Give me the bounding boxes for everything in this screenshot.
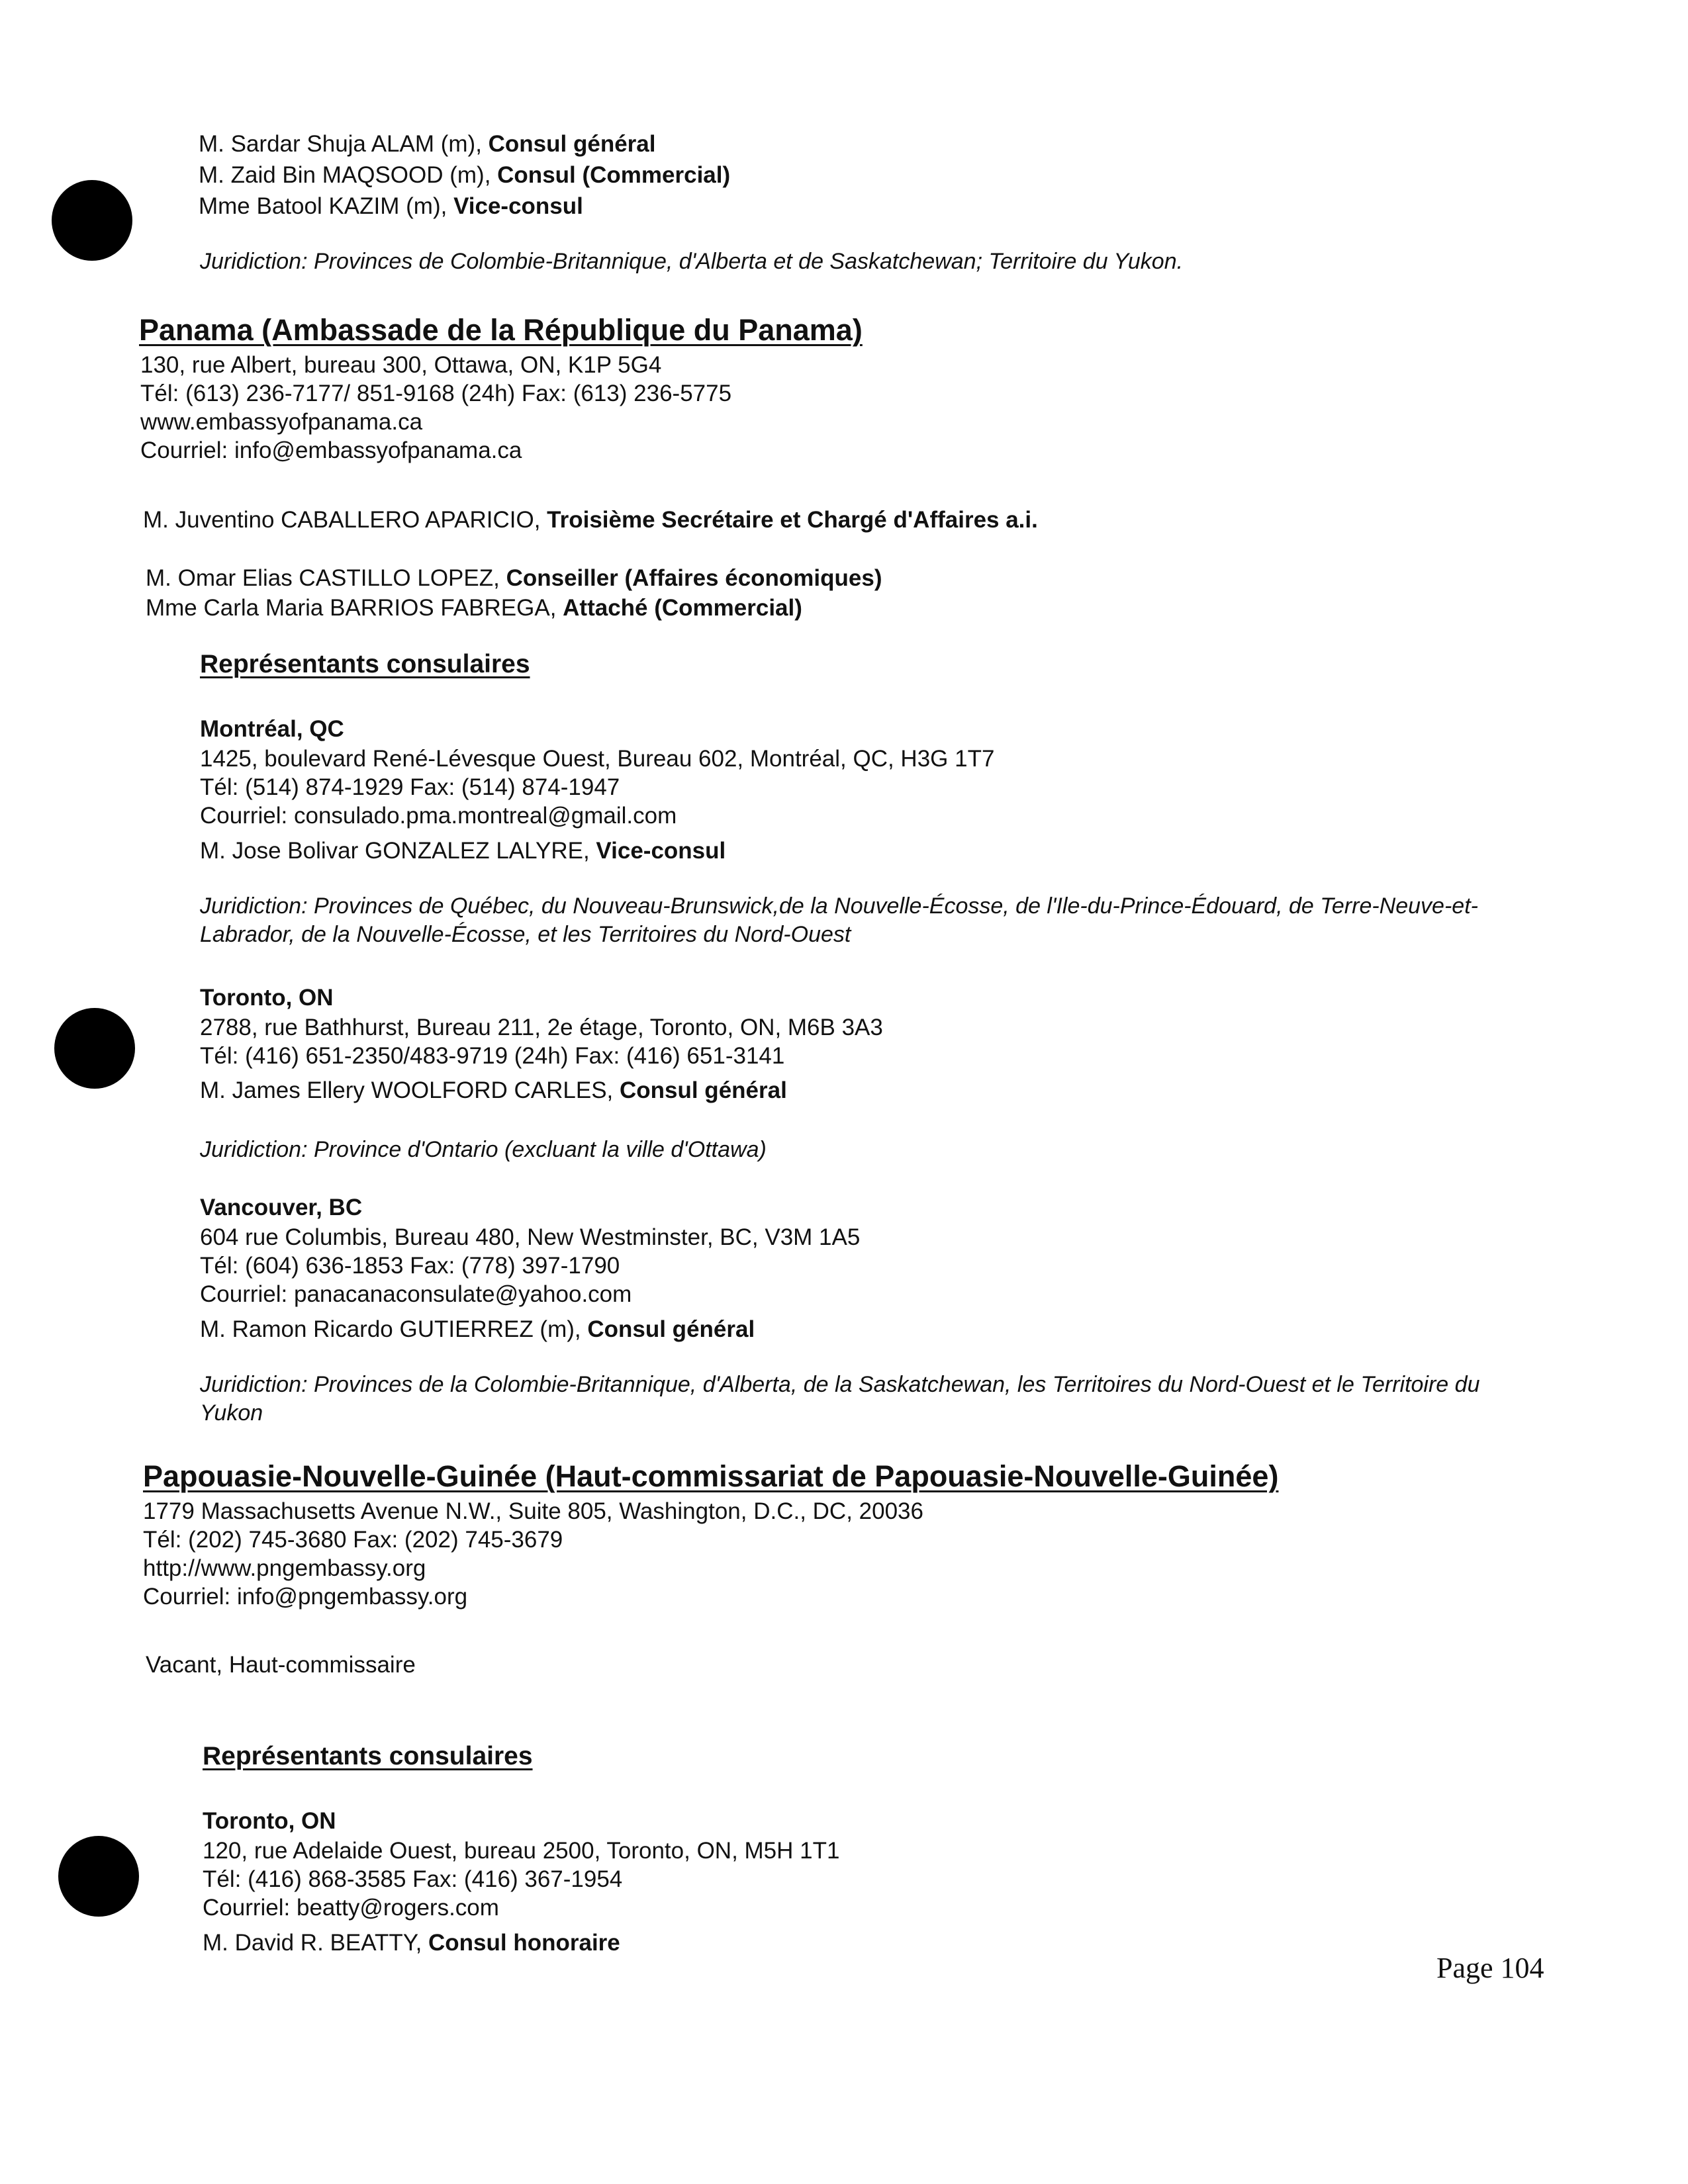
address-line: 604 rue Columbis, Bureau 480, New Westminster, BC, V3M 1A5 xyxy=(200,1224,861,1250)
jurisdiction-text: Juridiction: Provinces de la Colombie-Britannique, d'Alberta, de la Saskatchewan, les Territoires du Nord-Ouest et le Territoire du Yukon xyxy=(200,1372,1480,1426)
jurisdiction-text: Juridiction: Province d'Ontario (excluant la ville d'Ottawa) xyxy=(200,1137,767,1162)
punch-hole xyxy=(52,180,132,261)
head-of-mission: Vacant, Haut-commissaire xyxy=(146,1652,416,1678)
address-line: 1779 Massachusetts Avenue N.W., Suite 805, Washington, D.C., DC, 20036 xyxy=(143,1498,923,1524)
punch-hole xyxy=(58,1836,139,1917)
country-heading: Papouasie-Nouvelle-Guinée (Haut-commissariat de Papouasie-Nouvelle-Guinée) xyxy=(143,1459,1279,1493)
phone-line: Tél: (416) 868-3585 Fax: (416) 367-1954 xyxy=(203,1866,623,1892)
staff-line: M. Juventino CABALLERO APARICIO, Troisième Secrétaire et Chargé d'Affaires a.i. xyxy=(143,507,1038,533)
consular-heading: Représentants consulaires xyxy=(203,1742,533,1770)
consulate-city: Toronto, ON xyxy=(203,1808,336,1834)
jurisdiction-text: Juridiction: Provinces de Colombie-Britannique, d'Alberta et de Saskatchewan; Territoire du Yukon. xyxy=(200,249,1184,274)
phone-line: Tél: (604) 636-1853 Fax: (778) 397-1790 xyxy=(200,1253,620,1279)
staff-line: Mme Carla Maria BARRIOS FABREGA, Attaché (Commercial) xyxy=(146,595,802,621)
email-line: Courriel: info@pngembassy.org xyxy=(143,1584,468,1610)
staff-line: M. Ramon Ricardo GUTIERREZ (m), Consul général xyxy=(200,1316,755,1342)
jurisdiction-text: Juridiction: Provinces de Québec, du Nouveau-Brunswick,de la Nouvelle-Écosse, de l'Ile-du-Prince-Édouard, de Terre-Neuve-et- Labrador, de la Nouvelle-Écosse, et les Territoires du Nord-Ouest xyxy=(200,893,1478,947)
phone-line: Tél: (613) 236-7177/ 851-9168 (24h) Fax: (613) 236-5775 xyxy=(140,381,732,406)
address-line: 120, rue Adelaide Ouest, bureau 2500, Toronto, ON, M5H 1T1 xyxy=(203,1838,840,1864)
country-heading: Panama (Ambassade de la République du Panama) xyxy=(139,313,863,347)
address-line: 2788, rue Bathhurst, Bureau 211, 2e étage, Toronto, ON, M6B 3A3 xyxy=(200,1015,883,1040)
staff-line: Mme Batool KAZIM (m), Vice-consul xyxy=(199,193,583,219)
punch-hole xyxy=(54,1008,135,1089)
phone-line: Tél: (416) 651-2350/483-9719 (24h) Fax: (416) 651-3141 xyxy=(200,1043,785,1069)
staff-line: M. Omar Elias CASTILLO LOPEZ, Conseiller (Affaires économiques) xyxy=(146,565,882,591)
website-line: www.embassyofpanama.ca xyxy=(140,409,423,435)
consulate-city: Montréal, QC xyxy=(200,716,344,742)
staff-line: M. James Ellery WOOLFORD CARLES, Consul général xyxy=(200,1077,787,1103)
phone-line: Tél: (514) 874-1929 Fax: (514) 874-1947 xyxy=(200,774,620,800)
staff-line: M. Zaid Bin MAQSOOD (m), Consul (Commercial) xyxy=(199,162,731,188)
staff-line: M. Sardar Shuja ALAM (m), Consul général xyxy=(199,131,656,157)
consulate-city: Toronto, ON xyxy=(200,985,334,1011)
page-number: Page 104 xyxy=(1436,1952,1544,1984)
email-line: Courriel: consulado.pma.montreal@gmail.com xyxy=(200,803,677,829)
email-line: Courriel: beatty@rogers.com xyxy=(203,1895,499,1921)
consulate-city: Vancouver, BC xyxy=(200,1195,363,1220)
phone-line: Tél: (202) 745-3680 Fax: (202) 745-3679 xyxy=(143,1527,563,1553)
consular-heading: Représentants consulaires xyxy=(200,650,530,678)
staff-line: M. David R. BEATTY, Consul honoraire xyxy=(203,1930,620,1956)
address-line: 130, rue Albert, bureau 300, Ottawa, ON, K1P 5G4 xyxy=(140,352,662,378)
staff-line: M. Jose Bolivar GONZALEZ LALYRE, Vice-consul xyxy=(200,838,726,864)
website-line: http://www.pngembassy.org xyxy=(143,1555,426,1581)
address-line: 1425, boulevard René-Lévesque Ouest, Bureau 602, Montréal, QC, H3G 1T7 xyxy=(200,746,995,772)
email-line: Courriel: info@embassyofpanama.ca xyxy=(140,437,522,463)
email-line: Courriel: panacanaconsulate@yahoo.com xyxy=(200,1281,632,1307)
